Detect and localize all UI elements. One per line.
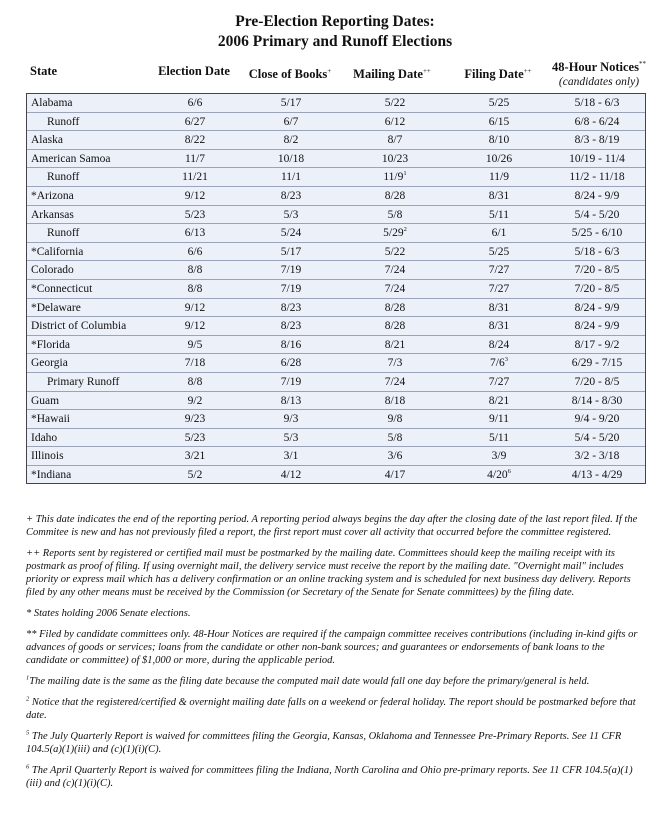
cell-close bbox=[239, 168, 343, 187]
table-row bbox=[27, 317, 645, 336]
cell-filing-value: 7/27 bbox=[488, 264, 510, 277]
cell-election-value: 6/27 bbox=[184, 115, 206, 128]
cell-election-value: 7/18 bbox=[184, 357, 206, 370]
cell-filing-value: 4/20 bbox=[487, 469, 508, 481]
cell-filing-value: 3/9 bbox=[491, 450, 507, 463]
cell-close bbox=[239, 187, 343, 206]
cell-election bbox=[151, 113, 239, 132]
col-header-election-label: Election Date bbox=[158, 64, 230, 78]
cell-state: Alabama bbox=[31, 97, 73, 109]
cell-mailing bbox=[343, 466, 447, 485]
footnote-mark: 6 bbox=[26, 763, 30, 771]
cell-close-value: 5/17 bbox=[280, 97, 302, 109]
cell-mailing-value: 4/17 bbox=[384, 469, 406, 481]
cell-notices bbox=[547, 206, 647, 225]
cell-close-value: 8/13 bbox=[280, 394, 302, 407]
cell-filing-value: 5/11 bbox=[488, 208, 510, 221]
cell-filing bbox=[449, 150, 549, 169]
footnote bbox=[26, 628, 646, 667]
cell-mailing bbox=[343, 410, 447, 429]
cell-election bbox=[151, 317, 239, 336]
cell-filing bbox=[449, 113, 549, 132]
cell-mailing bbox=[343, 150, 447, 169]
cell-mailing-value: 7/3 bbox=[387, 357, 403, 370]
cell-filing bbox=[449, 410, 549, 429]
cell-notices bbox=[547, 243, 647, 262]
cell-notices bbox=[547, 131, 647, 150]
cell-filing bbox=[449, 280, 549, 299]
cell-state: American Samoa bbox=[31, 152, 111, 165]
cell-mailing bbox=[343, 94, 447, 113]
cell-mailing-value: 7/24 bbox=[384, 376, 406, 388]
cell-notices-value: 11/2 - 11/18 bbox=[569, 171, 625, 184]
cell-filing bbox=[449, 466, 549, 485]
cell-mailing-value: 11/9 bbox=[383, 171, 404, 184]
cell-close-value: 8/23 bbox=[280, 190, 302, 202]
cell-close-value: 8/23 bbox=[280, 301, 302, 314]
cell-close-value: 10/18 bbox=[277, 152, 305, 165]
cell-state: *Connecticut bbox=[31, 283, 93, 295]
cell-mailing bbox=[343, 187, 447, 206]
cell-close bbox=[239, 299, 343, 318]
cell-notices bbox=[547, 336, 647, 355]
cell-filing bbox=[449, 94, 549, 113]
cell-filing bbox=[449, 354, 549, 373]
table-row bbox=[27, 131, 645, 150]
cell-notices-value: 7/20 - 8/5 bbox=[574, 283, 620, 295]
footnote-text: The mailing date is the same as the filing date because the computed mail date would fall one day before the primary/general is held. bbox=[29, 676, 590, 687]
cell-election-value: 8/22 bbox=[184, 134, 206, 147]
cell-election bbox=[151, 354, 239, 373]
reporting-dates-table bbox=[26, 93, 646, 484]
cell-close-value: 8/23 bbox=[280, 320, 302, 333]
cell-close-value: 7/19 bbox=[280, 283, 302, 295]
cell-mailing-value: 7/24 bbox=[384, 264, 406, 277]
col-header-state bbox=[30, 64, 57, 79]
table-row bbox=[27, 410, 645, 429]
cell-election-value: 5/23 bbox=[184, 431, 206, 444]
footnote-text: The July Quarterly Report is waived for committees filing the Georgia, Kansas, Oklahoma and Tennessee Pre-Primary Reports. See 11 CFR 104.5(a)(1)(iii) and (c)(1)(i)(C). bbox=[26, 731, 622, 755]
col-header-filing-mark: ++ bbox=[523, 67, 532, 75]
cell-mailing-value: 6/12 bbox=[384, 115, 406, 128]
cell-close bbox=[239, 280, 343, 299]
cell-mailing-value: 5/29 bbox=[383, 227, 404, 240]
cell-mailing-value: 3/6 bbox=[387, 450, 403, 463]
cell-filing-value: 6/1 bbox=[491, 227, 507, 240]
table-row bbox=[27, 354, 645, 373]
cell-filing bbox=[449, 373, 549, 392]
cell-election bbox=[151, 299, 239, 318]
cell-close bbox=[239, 373, 343, 392]
cell-filing bbox=[449, 168, 549, 187]
footnote-text: + This date indicates the end of the reporting period. A reporting period always begins the day after the closing date of the last report filed. If the Commitee is new and has not previously filed a report, the first report must cover all activity that occurred before the committee registered. bbox=[26, 514, 638, 538]
cell-mailing bbox=[343, 373, 447, 392]
cell-state: Primary Runoff bbox=[47, 376, 120, 388]
cell-filing-value: 6/15 bbox=[488, 115, 510, 128]
table-row bbox=[27, 261, 645, 280]
cell-filing-value: 9/11 bbox=[488, 413, 510, 426]
cell-mailing-footnote-mark: 2 bbox=[403, 226, 407, 234]
cell-close-value: 7/19 bbox=[280, 264, 302, 277]
cell-mailing bbox=[343, 206, 447, 225]
cell-election bbox=[151, 206, 239, 225]
cell-state: Alaska bbox=[31, 134, 63, 147]
cell-mailing-value: 9/8 bbox=[387, 413, 403, 426]
cell-notices-value: 7/20 - 8/5 bbox=[574, 376, 620, 388]
cell-election bbox=[151, 168, 239, 187]
table-row bbox=[27, 224, 645, 243]
cell-election bbox=[151, 373, 239, 392]
table-row bbox=[27, 373, 645, 392]
cell-notices bbox=[547, 113, 647, 132]
footnote-text: ** Filed by candidate committees only. 48-Hour Notices are required if the campaign committee receives contributions (including in-kind gifts or advances of goods or services; loans from the candidate or other non-bank sources; and guarantees or endorsements of bank loans to the candidate or committee) of $1,000 or more, during the applicable period. bbox=[26, 629, 638, 666]
cell-mailing-value: 10/23 bbox=[381, 152, 409, 165]
footnote-text: * States holding 2006 Senate elections. bbox=[26, 608, 191, 619]
cell-close bbox=[239, 447, 343, 466]
cell-mailing bbox=[343, 280, 447, 299]
col-header-notices-sub: (candidates only) bbox=[558, 76, 640, 89]
footnote-text: The April Quarterly Report is waived for committees filing the Indiana, North Carolina and Ohio pre-primary reports. See 11 CFR 104.5(a)(1)(iii) and (c)(1)(i)(C). bbox=[26, 765, 633, 789]
cell-filing bbox=[449, 261, 549, 280]
cell-close bbox=[239, 224, 343, 243]
cell-close-value: 5/17 bbox=[280, 245, 302, 258]
cell-filing-footnote-mark: 6 bbox=[507, 468, 511, 476]
table-row bbox=[27, 187, 645, 206]
table-row bbox=[27, 94, 645, 113]
cell-mailing bbox=[343, 168, 447, 187]
cell-notices bbox=[547, 94, 647, 113]
cell-mailing bbox=[343, 113, 447, 132]
cell-notices bbox=[547, 168, 647, 187]
cell-election bbox=[151, 466, 239, 485]
title-line-2: 2006 Primary and Runoff Elections bbox=[217, 33, 453, 50]
footnote bbox=[26, 764, 646, 790]
cell-mailing bbox=[343, 354, 447, 373]
cell-election-value: 5/2 bbox=[187, 469, 203, 481]
cell-notices-value: 3/2 - 3/18 bbox=[574, 450, 620, 463]
cell-election-value: 9/12 bbox=[184, 320, 206, 333]
cell-election bbox=[151, 261, 239, 280]
cell-state: Runoff bbox=[47, 227, 80, 240]
cell-filing-value: 5/25 bbox=[488, 97, 510, 109]
cell-mailing-value: 5/8 bbox=[387, 431, 403, 444]
col-header-mailing-mark: ++ bbox=[422, 67, 431, 75]
cell-notices-value: 8/3 - 8/19 bbox=[574, 134, 620, 147]
cell-mailing bbox=[343, 261, 447, 280]
cell-election bbox=[151, 94, 239, 113]
cell-filing-value: 8/31 bbox=[488, 190, 510, 202]
cell-close-value: 6/7 bbox=[283, 115, 299, 128]
cell-election-value: 9/12 bbox=[184, 301, 206, 314]
cell-election bbox=[151, 280, 239, 299]
cell-filing bbox=[449, 429, 549, 448]
cell-notices bbox=[547, 447, 647, 466]
cell-election-value: 5/23 bbox=[184, 208, 206, 221]
cell-filing-value: 8/31 bbox=[488, 301, 510, 314]
cell-close bbox=[239, 336, 343, 355]
cell-mailing-value: 5/22 bbox=[384, 245, 406, 258]
cell-notices-value: 5/18 - 6/3 bbox=[574, 97, 620, 109]
cell-notices-value: 8/24 - 9/9 bbox=[574, 190, 620, 202]
cell-election-value: 9/12 bbox=[184, 190, 206, 202]
cell-filing bbox=[449, 206, 549, 225]
cell-state: *Indiana bbox=[31, 469, 72, 481]
cell-notices-value: 10/19 - 11/4 bbox=[569, 152, 625, 165]
cell-state: Runoff bbox=[47, 171, 80, 184]
col-header-filing-date bbox=[448, 64, 548, 82]
cell-close bbox=[239, 392, 343, 411]
cell-notices bbox=[547, 280, 647, 299]
cell-mailing-value: 8/28 bbox=[384, 190, 406, 202]
footnote bbox=[26, 547, 646, 599]
cell-state: *Arizona bbox=[31, 190, 74, 202]
cell-notices bbox=[547, 392, 647, 411]
col-header-notices-label: 48-Hour Notices bbox=[552, 60, 639, 75]
cell-notices-value: 4/13 - 4/29 bbox=[571, 469, 623, 481]
cell-close bbox=[239, 243, 343, 262]
table-row bbox=[27, 280, 645, 299]
cell-filing bbox=[449, 224, 549, 243]
cell-close bbox=[239, 150, 343, 169]
cell-notices bbox=[547, 224, 647, 243]
cell-election bbox=[151, 150, 239, 169]
cell-filing bbox=[449, 447, 549, 466]
cell-state: Illinois bbox=[31, 450, 64, 463]
footnote bbox=[26, 696, 646, 722]
table-row bbox=[27, 392, 645, 411]
footnote-mark: 1 bbox=[26, 674, 30, 682]
cell-election bbox=[151, 392, 239, 411]
cell-close-value: 8/2 bbox=[283, 134, 299, 147]
cell-election-value: 9/5 bbox=[187, 338, 203, 351]
cell-state: Runoff bbox=[47, 115, 80, 128]
table-row bbox=[27, 168, 645, 187]
cell-filing-value: 7/6 bbox=[490, 357, 505, 370]
cell-filing-value: 8/31 bbox=[488, 320, 510, 333]
cell-state: District of Columbia bbox=[31, 320, 127, 333]
cell-notices bbox=[547, 354, 647, 373]
cell-close-value: 8/16 bbox=[280, 338, 302, 351]
cell-close-value: 5/3 bbox=[283, 431, 299, 444]
cell-close bbox=[239, 131, 343, 150]
cell-notices bbox=[547, 299, 647, 318]
cell-close bbox=[239, 261, 343, 280]
cell-election-value: 6/6 bbox=[187, 97, 203, 109]
footnote-mark: 5 bbox=[26, 729, 30, 737]
cell-state: Arkansas bbox=[31, 208, 74, 221]
cell-notices-value: 8/24 - 9/9 bbox=[574, 320, 620, 333]
table-row bbox=[27, 150, 645, 169]
cell-election-value: 8/8 bbox=[187, 376, 203, 388]
table-row bbox=[27, 429, 645, 448]
footnote bbox=[26, 607, 646, 620]
cell-filing-value: 8/21 bbox=[488, 394, 510, 407]
col-header-election-date bbox=[150, 64, 238, 79]
cell-notices bbox=[547, 261, 647, 280]
cell-filing bbox=[449, 317, 549, 336]
col-header-filing-label: Filing Date bbox=[464, 67, 524, 82]
cell-notices bbox=[547, 317, 647, 336]
cell-close-value: 4/12 bbox=[280, 469, 302, 481]
table-row bbox=[27, 299, 645, 318]
cell-notices bbox=[547, 150, 647, 169]
cell-mailing bbox=[343, 131, 447, 150]
cell-filing bbox=[449, 392, 549, 411]
cell-filing-value: 5/25 bbox=[488, 245, 510, 258]
cell-mailing bbox=[343, 317, 447, 336]
cell-filing bbox=[449, 131, 549, 150]
cell-state: *Florida bbox=[31, 338, 70, 351]
cell-election-value: 9/2 bbox=[187, 394, 203, 407]
cell-close bbox=[239, 429, 343, 448]
cell-notices-value: 9/4 - 9/20 bbox=[574, 413, 620, 426]
cell-election-value: 6/13 bbox=[184, 227, 206, 240]
col-header-close-mark: + bbox=[327, 67, 332, 75]
cell-close-value: 7/19 bbox=[280, 376, 302, 388]
cell-notices bbox=[547, 466, 647, 485]
cell-notices-value: 6/29 - 7/15 bbox=[571, 357, 623, 370]
cell-filing-footnote-mark: 3 bbox=[504, 356, 508, 364]
cell-close-value: 5/3 bbox=[283, 208, 299, 221]
cell-election bbox=[151, 336, 239, 355]
col-header-48-hour-notices bbox=[546, 57, 652, 90]
cell-state: *Delaware bbox=[31, 301, 81, 314]
cell-election bbox=[151, 243, 239, 262]
cell-filing bbox=[449, 336, 549, 355]
cell-filing bbox=[449, 243, 549, 262]
cell-notices-value: 5/4 - 5/20 bbox=[574, 431, 620, 444]
col-header-mailing-label: Mailing Date bbox=[353, 67, 423, 82]
cell-notices-value: 5/18 - 6/3 bbox=[574, 245, 620, 258]
footnote-mark: 2 bbox=[26, 695, 30, 703]
cell-state: Georgia bbox=[31, 357, 68, 370]
cell-election-value: 6/6 bbox=[187, 245, 203, 258]
cell-election bbox=[151, 187, 239, 206]
cell-election bbox=[151, 410, 239, 429]
cell-filing-value: 7/27 bbox=[488, 283, 510, 295]
table-row bbox=[27, 466, 645, 485]
cell-mailing-footnote-mark: 1 bbox=[403, 170, 407, 178]
cell-mailing bbox=[343, 447, 447, 466]
cell-state: Colorado bbox=[31, 264, 74, 277]
title-line-1: Pre-Election Reporting Dates: bbox=[235, 13, 435, 30]
cell-mailing bbox=[343, 224, 447, 243]
cell-notices bbox=[547, 410, 647, 429]
col-header-close-label: Close of Books bbox=[248, 67, 328, 82]
cell-mailing bbox=[343, 429, 447, 448]
footnotes bbox=[26, 513, 646, 798]
cell-filing-value: 7/27 bbox=[488, 376, 510, 388]
cell-election bbox=[151, 224, 239, 243]
cell-election-value: 8/8 bbox=[187, 264, 203, 277]
cell-mailing-value: 8/18 bbox=[384, 394, 406, 407]
cell-notices bbox=[547, 187, 647, 206]
col-header-close-of-books bbox=[238, 64, 342, 82]
footnote-text: ++ Reports sent by registered or certified mail must be postmarked by the mailing date. Committees should keep the mailing receipt with its postmark as proof of filing. If using overnight mail, the delivery service must receive the report by the mailing date. "Overnight mail" includes priority or express mail which has a delivery confirmation or an online tracking system and is scheduled for next business day delivery. Reports filed by any other means must be received by the Commission (or Secretary of the Senate for Senate committees) by the filing date. bbox=[26, 548, 631, 598]
cell-close-value: 9/3 bbox=[283, 413, 299, 426]
table-row bbox=[27, 336, 645, 355]
cell-state: *California bbox=[31, 245, 84, 258]
table-row bbox=[27, 243, 645, 262]
cell-close bbox=[239, 466, 343, 485]
cell-notices-value: 6/8 - 6/24 bbox=[574, 115, 620, 128]
footnote-text: Notice that the registered/certified & overnight mailing date falls on a weekend or federal holiday. The report should be postmarked before that date. bbox=[26, 697, 636, 721]
cell-election-value: 3/21 bbox=[184, 450, 206, 463]
cell-close-value: 3/1 bbox=[283, 450, 299, 463]
cell-notices-value: 5/25 - 6/10 bbox=[571, 227, 623, 240]
cell-mailing-value: 8/7 bbox=[387, 134, 403, 147]
footnote bbox=[26, 675, 646, 688]
cell-notices-value: 5/4 - 5/20 bbox=[574, 208, 620, 221]
cell-mailing bbox=[343, 243, 447, 262]
table-row bbox=[27, 206, 645, 225]
cell-mailing bbox=[343, 336, 447, 355]
cell-filing-value: 11/9 bbox=[488, 171, 510, 184]
cell-mailing-value: 8/21 bbox=[384, 338, 406, 351]
cell-mailing-value: 8/28 bbox=[384, 301, 406, 314]
footnote bbox=[26, 513, 646, 539]
table-row bbox=[27, 447, 645, 466]
table-row bbox=[27, 113, 645, 132]
cell-mailing-value: 8/28 bbox=[384, 320, 406, 333]
cell-election-value: 9/23 bbox=[184, 413, 206, 426]
cell-mailing-value: 7/24 bbox=[384, 283, 406, 295]
cell-election-value: 8/8 bbox=[187, 283, 203, 295]
page-title bbox=[0, 12, 670, 52]
cell-notices-value: 7/20 - 8/5 bbox=[574, 264, 620, 277]
cell-notices bbox=[547, 429, 647, 448]
cell-mailing-value: 5/8 bbox=[387, 208, 403, 221]
cell-mailing bbox=[343, 392, 447, 411]
cell-filing-value: 10/26 bbox=[485, 152, 513, 165]
cell-close bbox=[239, 94, 343, 113]
cell-close-value: 6/28 bbox=[280, 357, 302, 370]
cell-filing-value: 5/11 bbox=[488, 431, 510, 444]
cell-election-value: 11/21 bbox=[182, 171, 208, 184]
cell-election-value: 11/7 bbox=[184, 152, 206, 165]
cell-state: Idaho bbox=[31, 431, 58, 444]
cell-close-value: 11/1 bbox=[280, 171, 302, 184]
cell-election bbox=[151, 131, 239, 150]
cell-election bbox=[151, 447, 239, 466]
col-header-notices-mark: ** bbox=[638, 60, 646, 68]
cell-close bbox=[239, 410, 343, 429]
cell-close bbox=[239, 113, 343, 132]
cell-notices bbox=[547, 373, 647, 392]
cell-close bbox=[239, 354, 343, 373]
cell-state: *Hawaii bbox=[31, 413, 70, 426]
cell-close bbox=[239, 206, 343, 225]
cell-filing bbox=[449, 299, 549, 318]
cell-state: Guam bbox=[31, 394, 60, 407]
cell-notices-value: 8/24 - 9/9 bbox=[574, 301, 620, 314]
cell-notices-value: 8/17 - 9/2 bbox=[574, 338, 620, 351]
cell-mailing-value: 5/22 bbox=[384, 97, 406, 109]
cell-close-value: 5/24 bbox=[280, 227, 302, 240]
cell-filing bbox=[449, 187, 549, 206]
col-header-state-label: State bbox=[30, 64, 58, 78]
cell-filing-value: 8/10 bbox=[488, 134, 510, 147]
cell-filing-value: 8/24 bbox=[488, 338, 510, 351]
cell-mailing bbox=[343, 299, 447, 318]
cell-notices-value: 8/14 - 8/30 bbox=[571, 394, 623, 407]
cell-election bbox=[151, 429, 239, 448]
col-header-mailing-date bbox=[342, 64, 442, 82]
footnote bbox=[26, 730, 646, 756]
cell-close bbox=[239, 317, 343, 336]
